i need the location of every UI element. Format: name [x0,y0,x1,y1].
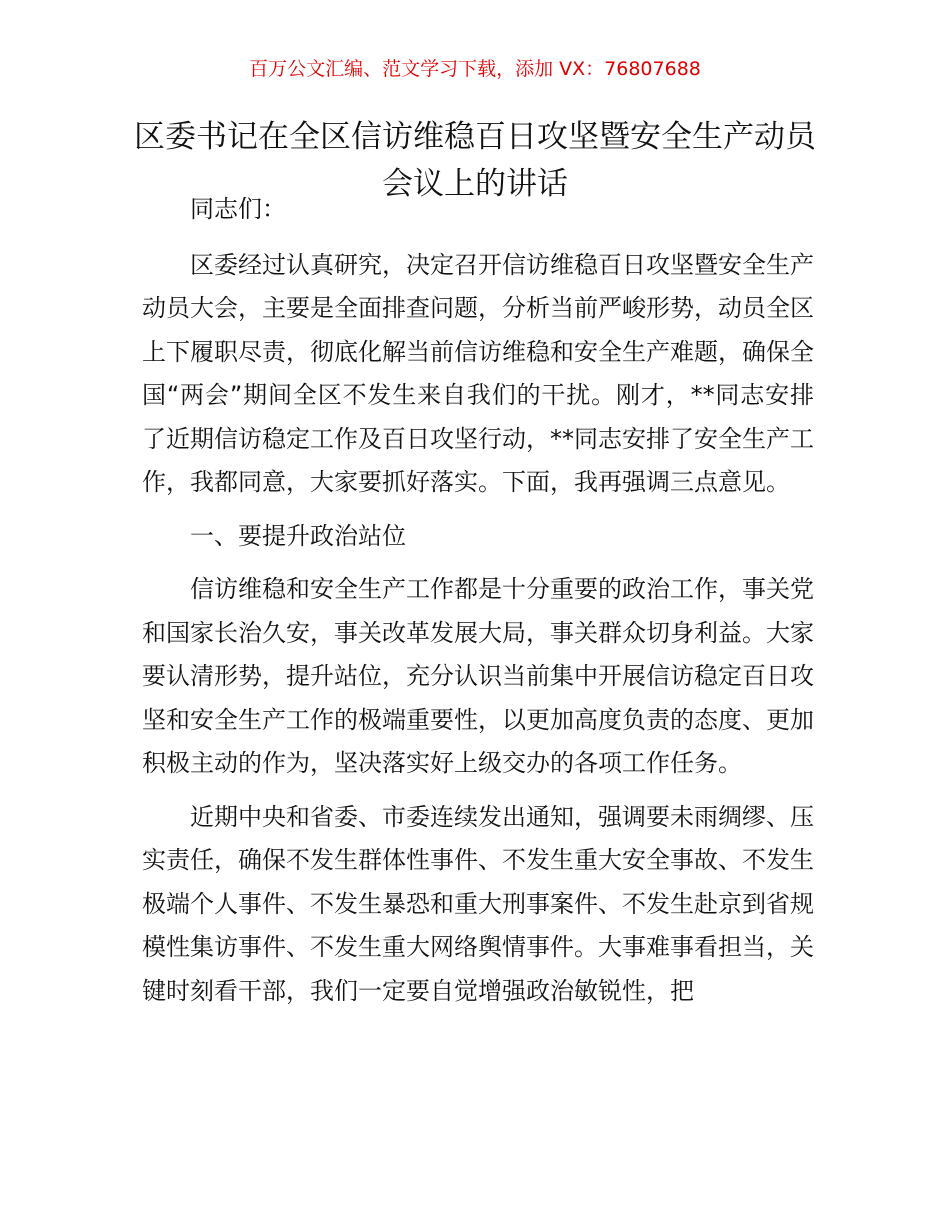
paragraph-intro: 区委经过认真研究，决定召开信访维稳百日攻坚暨安全生产动员大会，主要是全面排查问题，分析当前严峻形势，动员全区上下履职尽责，彻底化解当前信访维稳和安全生产难题，确保全国“两会”期间全区不发生来自我们的干扰。刚才，**同志安排了近期信访稳定工作及百日攻坚行动，**同志安排了安全生产工作，我都同意，大家要抓好落实。下面，我再强调三点意见。 [142,250,814,496]
section-1-paragraph: 信访维稳和安全生产工作都是十分重要的政治工作，事关党和国家长治久安，事关改革发展大局，事关群众切身利益。大家要认清形势，提升站位，充分认识当前集中开展信访稳定百日攻坚和安全生产工作的极端重要性，以更加高度负责的态度、更加积极主动的作为，坚决落实好上级交办的各项工作任务。 [142,575,814,777]
section-1-paragraph: 近期中央和省委、市委连续发出通知，强调要未雨绸缪、压实责任，确保不发生群体性事件、不发生重大安全事故、不发生极端个人事件、不发生暴恐和重大刑事案件、不发生赴京到省规模性集访事件、不发生重大网络舆情事件。大事难事看担当，关键时刻看干部，我们一定要自觉增强政治敏锐性，把 [142,802,814,1005]
salutation: 同志们： [190,195,286,223]
section-heading-1: 一、要提升政治站位 [190,521,406,550]
document-title: 区委书记在全区信访维稳百日攻坚暨安全生产动员会议上的讲话 [134,119,816,202]
document-body [142,188,814,1023]
promo-banner: 百万公文汇编、范文学习下载，添加 VX：76807688 [249,58,701,80]
